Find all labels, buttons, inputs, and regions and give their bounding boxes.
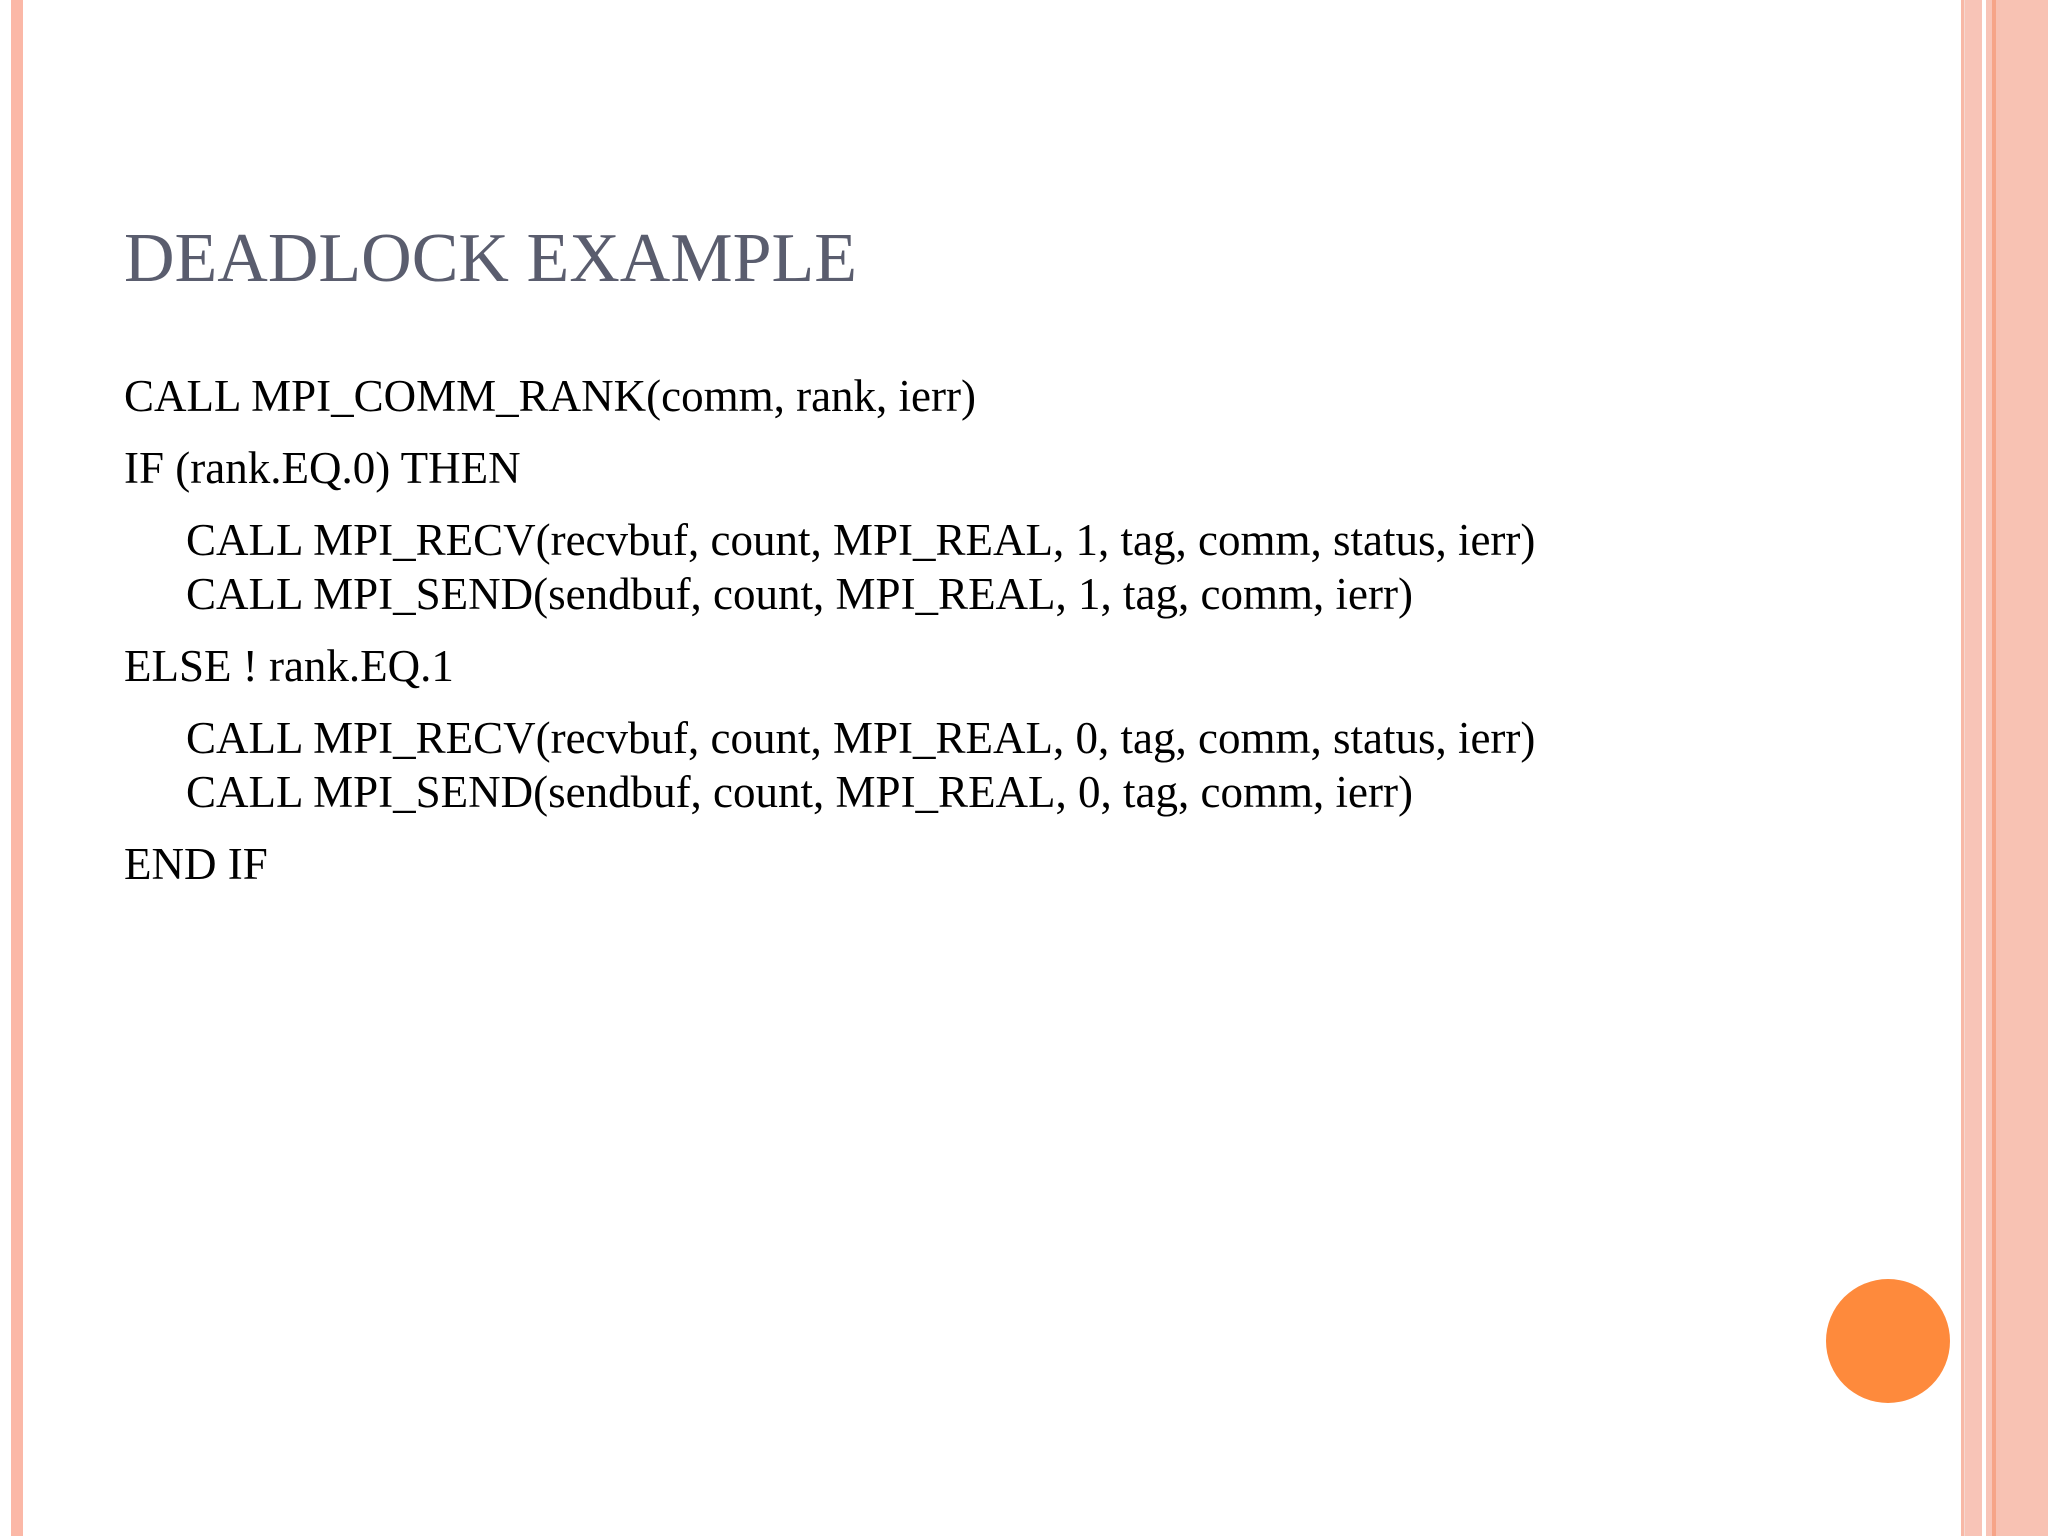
code-line: END IF (124, 839, 268, 889)
code-line: CALL MPI_COMM_RANK(comm, rank, ierr) (124, 371, 976, 421)
code-line: CALL MPI_SEND(sendbuf, count, MPI_REAL, 1, tag, comm, ierr) (186, 569, 1413, 619)
code-line: CALL MPI_RECV(recvbuf, count, MPI_REAL, 0, tag, comm, status, ierr) (186, 713, 1536, 763)
code-line: ELSE ! rank.EQ.1 (124, 641, 454, 691)
code-line: CALL MPI_SEND(sendbuf, count, MPI_REAL, 0, tag, comm, ierr) (186, 767, 1413, 817)
right-border-stripe (1965, 0, 1982, 1536)
code-line: CALL MPI_RECV(recvbuf, count, MPI_REAL, 1, tag, comm, status, ierr) (186, 515, 1536, 565)
code-line: IF (rank.EQ.0) THEN (124, 443, 521, 493)
right-border-stripe (2000, 0, 2048, 1536)
decorative-circle (1826, 1279, 1950, 1403)
left-border-stripe (11, 0, 23, 1536)
slide-title: DEADLOCK EXAMPLE (124, 220, 858, 297)
